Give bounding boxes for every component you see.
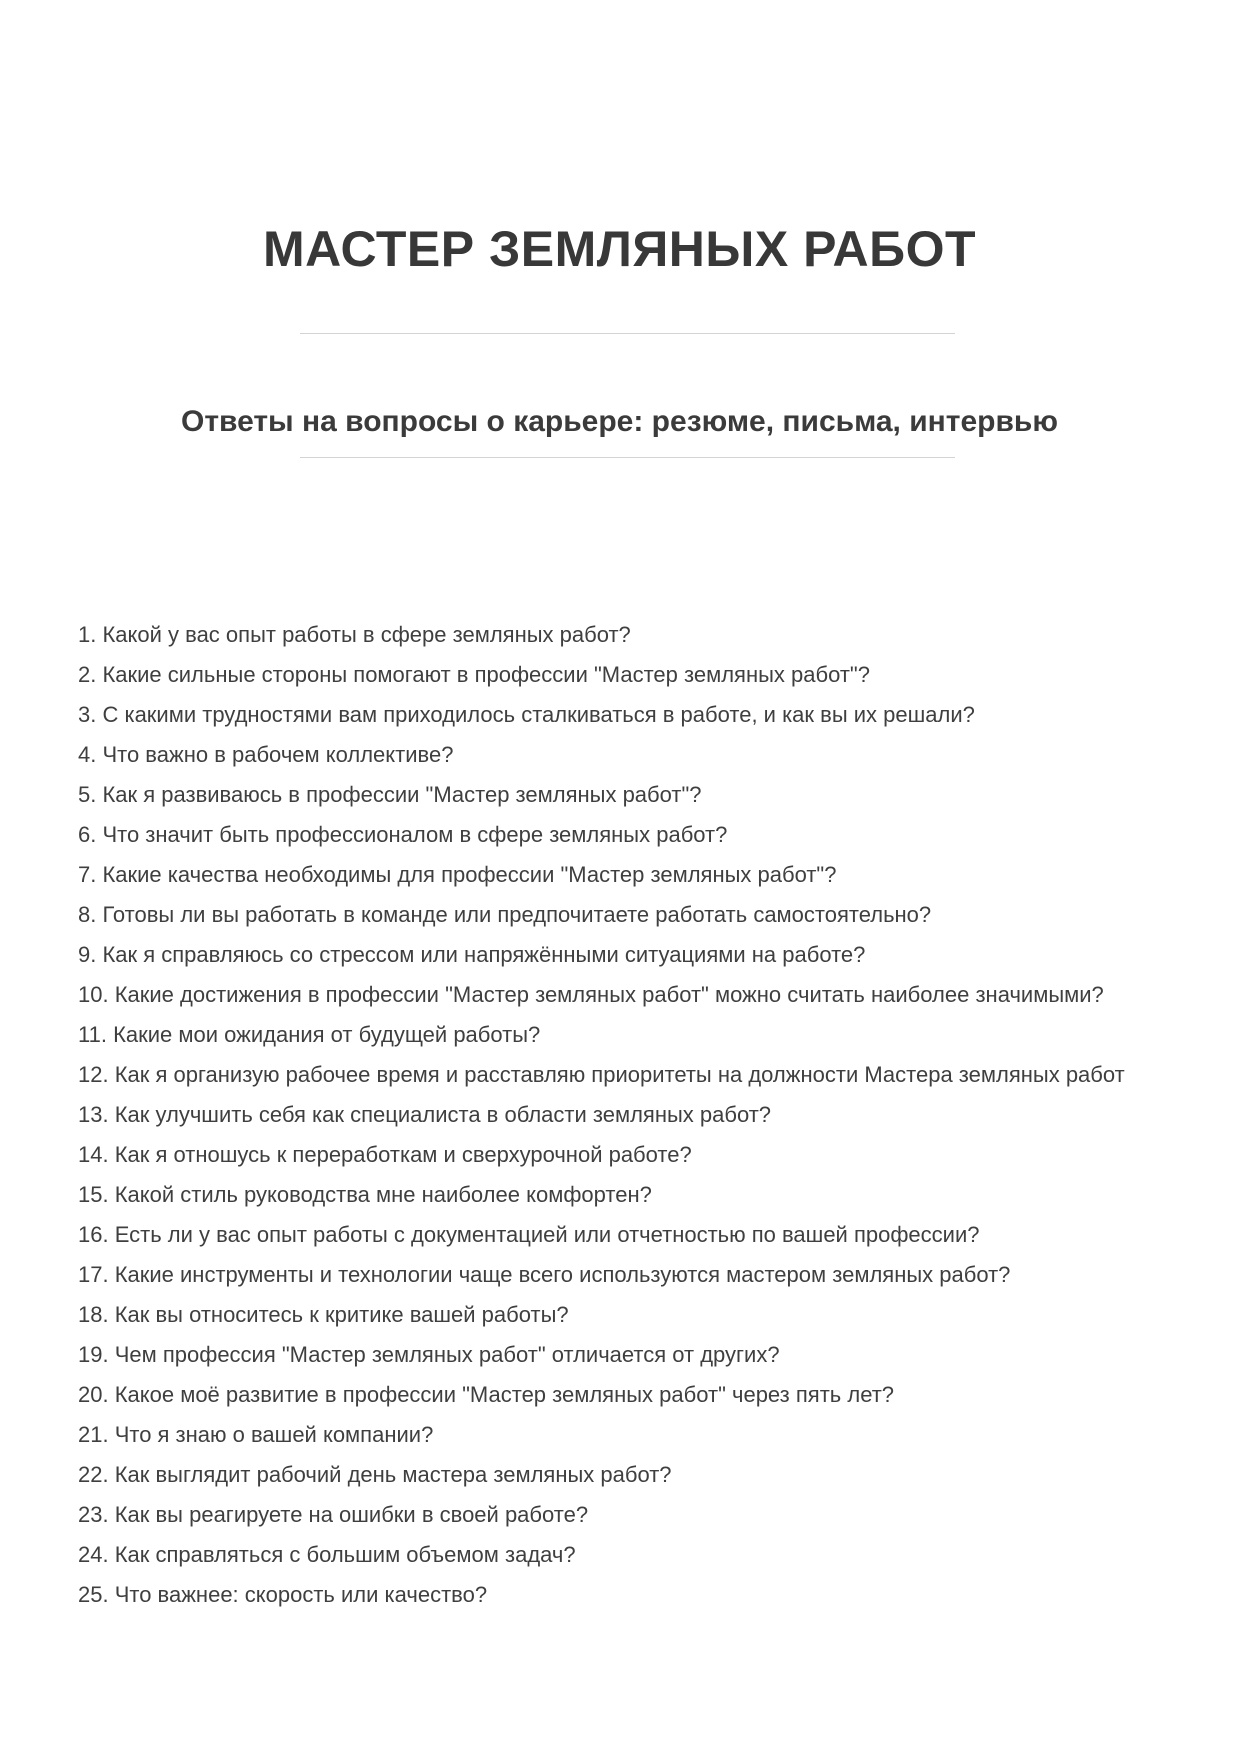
document-subtitle: Ответы на вопросы о карьере: резюме, письма, интервью: [181, 404, 1058, 438]
question-item: 3. С какими трудностями вам приходилось сталкиваться в работе, и как вы их решали?: [78, 702, 975, 727]
question-item: 13. Как улучшить себя как специалиста в области земляных работ?: [78, 1102, 772, 1127]
divider-top: [300, 333, 955, 334]
question-item: 20. Какое моё развитие в профессии "Мастер земляных работ" через пять лет?: [78, 1382, 895, 1407]
question-item: 12. Как я организую рабочее время и расставляю приоритеты на должности Мастера земляных работ: [78, 1062, 1125, 1087]
question-item: 2. Какие сильные стороны помогают в профессии "Мастер земляных работ"?: [78, 662, 870, 687]
question-item: 8. Готовы ли вы работать в команде или предпочитаете работать самостоятельно?: [78, 902, 932, 927]
question-item: 5. Как я развиваюсь в профессии "Мастер земляных работ"?: [78, 782, 702, 807]
divider-bottom: [300, 457, 955, 458]
question-item: 4. Что важно в рабочем коллективе?: [78, 742, 454, 767]
question-item: 22. Как выглядит рабочий день мастера земляных работ?: [78, 1462, 672, 1487]
question-item: 21. Что я знаю о вашей компании?: [78, 1422, 434, 1447]
question-item: 14. Как я отношусь к переработкам и сверхурочной работе?: [78, 1142, 692, 1167]
question-item: 15. Какой стиль руководства мне наиболее комфортен?: [78, 1182, 652, 1207]
question-item: 25. Что важнее: скорость или качество?: [78, 1582, 488, 1607]
question-item: 9. Как я справляюсь со стрессом или напряжёнными ситуациями на работе?: [78, 942, 866, 967]
question-item: 18. Как вы относитесь к критике вашей работы?: [78, 1302, 569, 1327]
question-item: 6. Что значит быть профессионалом в сфере земляных работ?: [78, 822, 728, 847]
questions-list: [78, 615, 1163, 1615]
question-item: 7. Какие качества необходимы для профессии "Мастер земляных работ"?: [78, 862, 837, 887]
question-item: 17. Какие инструменты и технологии чаще всего используются мастером земляных работ?: [78, 1262, 1011, 1287]
question-item: 23. Как вы реагируете на ошибки в своей работе?: [78, 1502, 589, 1527]
question-item: 1. Какой у вас опыт работы в сфере земляных работ?: [78, 622, 631, 647]
question-item: 16. Есть ли у вас опыт работы с документацией или отчетностью по вашей профессии?: [78, 1222, 980, 1247]
question-item: 24. Как справляться с большим объемом задач?: [78, 1542, 576, 1567]
question-item: 19. Чем профессия "Мастер земляных работ" отличается от других?: [78, 1342, 780, 1367]
question-item: 11. Какие мои ожидания от будущей работы?: [78, 1022, 541, 1047]
document-title: МАСТЕР ЗЕМЛЯНЫХ РАБОТ: [262, 220, 977, 277]
question-item: 10. Какие достижения в профессии "Мастер земляных работ" можно считать наиболее значимыми?: [78, 982, 1104, 1007]
